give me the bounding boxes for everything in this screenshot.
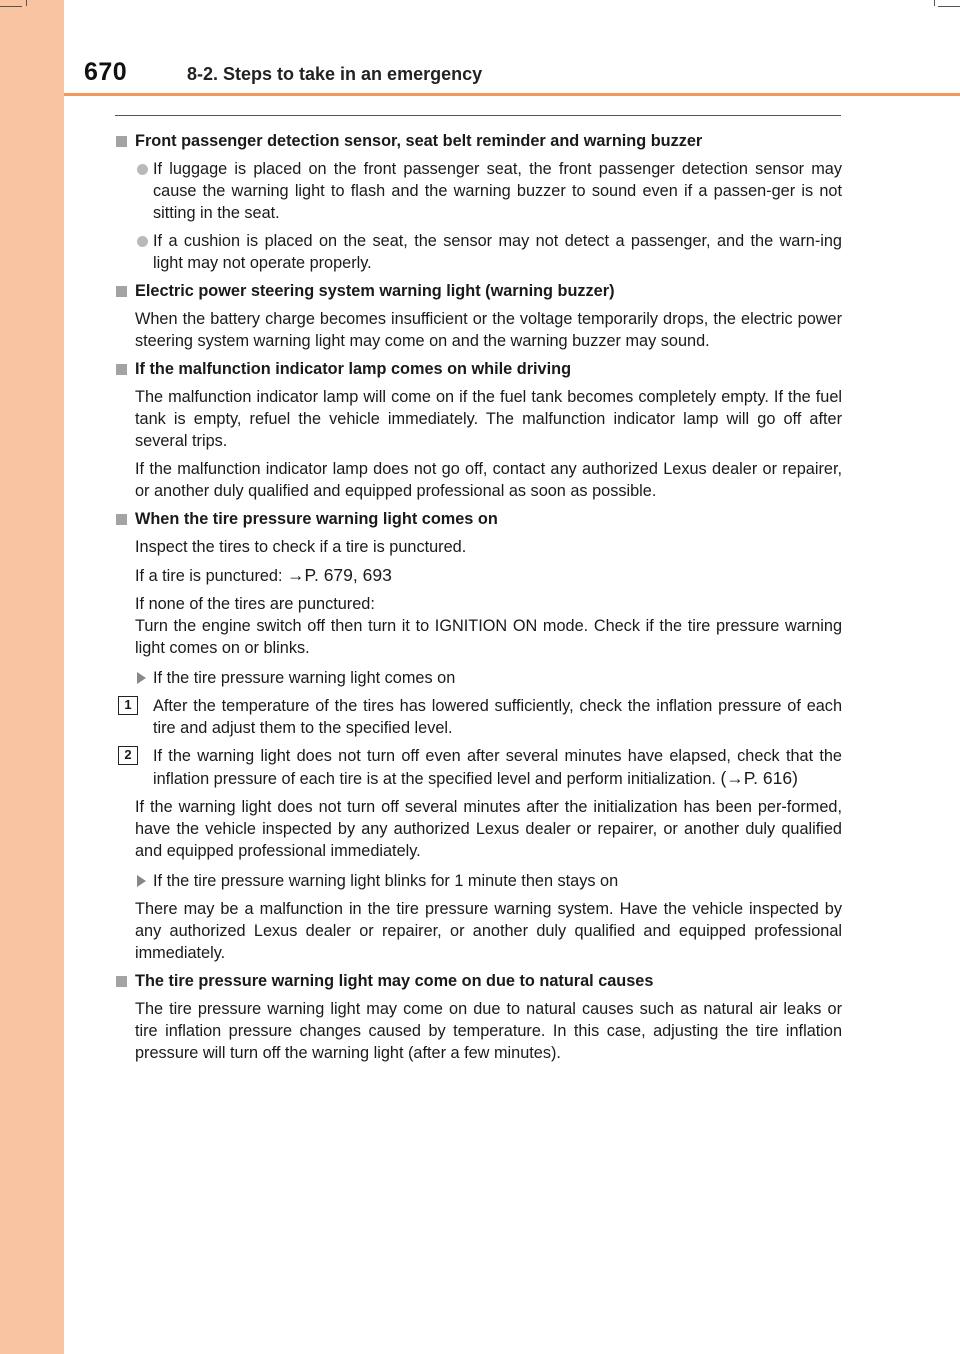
section-heading — [115, 970, 842, 992]
round-bullet-icon — [137, 164, 148, 175]
sub-heading-text: If the tire pressure warning light comes on — [153, 669, 456, 687]
square-bullet-icon — [116, 136, 127, 147]
sub-heading-text: If the tire pressure warning light blinks for 1 minute then stays on — [153, 872, 619, 890]
page-reference-link[interactable]: (→P. 616) — [720, 768, 798, 788]
triangle-bullet-icon — [137, 672, 146, 684]
section-heading — [115, 358, 842, 380]
step-text: After the temperature of the tires has lowered sufficiently, check the inflation pressure of each tire and adjust them to the specified level. — [153, 697, 842, 737]
page-header — [84, 58, 960, 92]
square-bullet-icon — [116, 976, 127, 987]
bullet-text: If a cushion is placed on the seat, the sensor may not detect a passenger, and the warn-ing light may not operate properly. — [153, 232, 842, 272]
round-bullet-icon — [137, 236, 148, 247]
crop-mark-top-right-h — [938, 6, 960, 7]
crop-mark-top-left — [26, 0, 27, 6]
paragraph-line: If none of the tires are punctured: — [135, 595, 375, 613]
paragraph: If the malfunction indicator lamp does not go off, contact any authorized Lexus dealer or repairer, or another duly qualified and equipped professional as soon as possible. — [135, 460, 842, 500]
page-reference-link[interactable]: →P. 679, 693 — [287, 565, 392, 585]
square-bullet-icon — [116, 364, 127, 375]
sub-heading — [115, 667, 842, 689]
paragraph: If the warning light does not turn off several minutes after the initialization has been per-formed, have the vehicle inspected by any authorized Lexus dealer or repairer, or another duly qualified and equipped professional immediately. — [135, 798, 842, 860]
crop-mark-top-left-h — [0, 6, 22, 7]
triangle-bullet-icon — [137, 875, 146, 887]
paragraph: Inspect the tires to check if a tire is punctured. — [135, 538, 467, 556]
square-bullet-icon — [116, 514, 127, 525]
paragraph-line: Turn the engine switch off then turn it to IGNITION ON mode. Check if the tire pressure warning light comes on or blinks. — [135, 617, 842, 657]
step-text: If the warning light does not turn off even after several minutes have elapsed, check that the inflation pressure of each tire is at the specified level and perform initialization. — [153, 747, 842, 788]
heading-text: When the tire pressure warning light comes on — [135, 510, 498, 528]
header-rule — [64, 93, 960, 96]
paragraph: When the battery charge becomes insufficient or the voltage temporarily drops, the electric power steering system warning light may come on and the warning buzzer may sound. — [135, 310, 842, 350]
paragraph — [115, 564, 842, 587]
bullet-item — [115, 158, 842, 224]
paragraph: The tire pressure warning light may come on due to natural causes such as natural air leaks or tire inflation pressure changes caused by temperature. In this case, adjusting the tire inflation pressure will turn off the warning light (after a few minutes). — [135, 1000, 842, 1062]
sub-heading — [115, 870, 842, 892]
step-number-badge: 1 — [118, 696, 138, 715]
paragraph-text: If a tire is punctured: — [135, 567, 288, 585]
paragraph — [115, 593, 842, 659]
side-tab-band — [0, 0, 64, 1354]
heading-text: Electric power steering system warning light (warning buzzer) — [135, 282, 615, 300]
bullet-item — [115, 230, 842, 274]
step-number-badge: 2 — [118, 746, 138, 765]
section-heading — [115, 280, 842, 302]
section-title: 8-2. Steps to take in an emergency — [187, 64, 483, 84]
heading-text: Front passenger detection sensor, seat belt reminder and warning buzzer — [135, 132, 703, 150]
paragraph: The malfunction indicator lamp will come on if the fuel tank becomes completely empty. If the fuel tank is empty, refuel the vehicle immediately. The malfunction indicator lamp will go off after several trips. — [135, 388, 842, 450]
step-item — [115, 745, 842, 790]
section-heading — [115, 508, 842, 530]
heading-text: The tire pressure warning light may come on due to natural causes — [135, 972, 654, 990]
page-number: 670 — [84, 58, 128, 86]
step-item — [115, 695, 842, 739]
square-bullet-icon — [116, 286, 127, 297]
section-heading — [115, 130, 842, 152]
bullet-text: If luggage is placed on the front passenger seat, the front passenger detection sensor may cause the warning light to flash and the warning buzzer to sound even if a passen-ger is not sitting in the seat. — [153, 160, 842, 222]
crop-mark-top-right — [934, 0, 935, 6]
paragraph: There may be a malfunction in the tire pressure warning system. Have the vehicle inspected by any authorized Lexus dealer or repairer, or another duly qualified and equipped professional immediately. — [135, 900, 842, 962]
heading-text: If the malfunction indicator lamp comes on while driving — [135, 360, 572, 378]
page-content — [115, 124, 842, 1064]
content-top-rule — [115, 115, 841, 116]
